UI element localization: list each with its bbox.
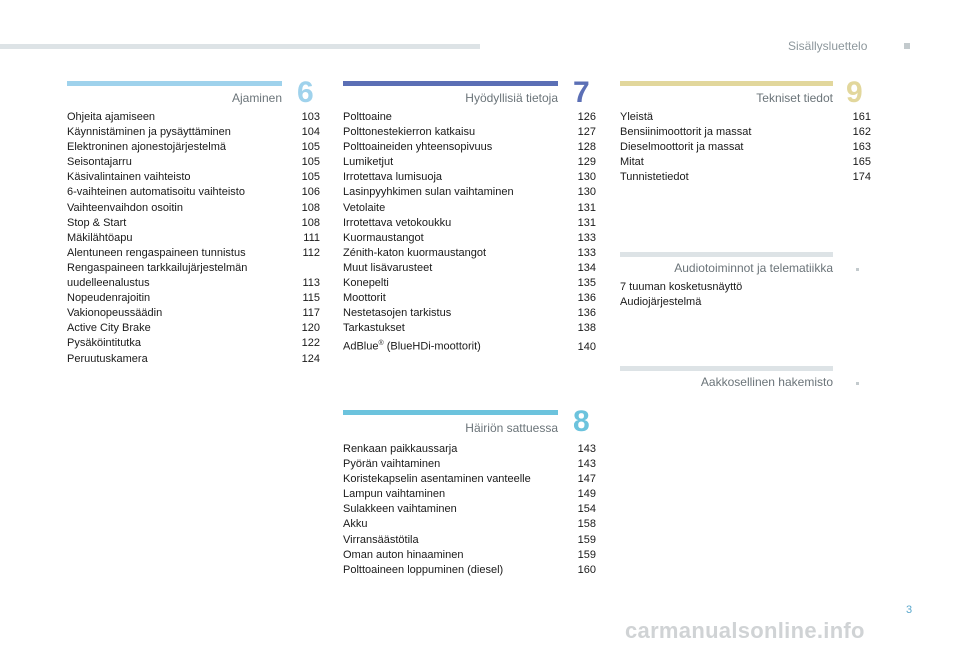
toc-entry-label: Seisontajarru [67,156,132,169]
toc-entry[interactable] [343,487,596,502]
toc-entry[interactable] [620,155,871,170]
toc-entry-page: 126 [577,111,596,123]
toc-entry-page: 120 [301,322,320,335]
section-bar [343,81,558,86]
toc-entry-page: 130 [577,171,596,184]
toc-entry[interactable] [67,170,320,185]
toc-entry-page: 105 [301,156,320,169]
section-aakkosellinen [620,364,871,394]
toc-entry[interactable] [343,306,596,321]
toc-entry-page: 162 [852,126,871,139]
toc-entry-label: Vakionopeussäädin [67,307,163,320]
page-title: Sisällysluettelo [788,39,868,53]
toc-entry-page: 133 [577,231,596,244]
toc-entry-label: Nestetasojen tarkistus [343,307,452,320]
section-number: 9 [846,76,863,109]
toc-entry-page: 103 [301,111,320,123]
section-title: Häiriön sattuessa [465,421,558,435]
toc-entry[interactable] [343,216,596,231]
toc-entry[interactable] [67,306,320,321]
toc-entry[interactable] [620,110,871,125]
toc-entry[interactable] [67,216,320,231]
toc-entry-page: 138 [577,322,596,335]
toc-entry-label: Kuormaustangot [343,231,424,244]
toc-entry-label: 6-vaihteinen automatisoitu vaihteisto [67,186,245,199]
toc-entry[interactable] [343,336,596,355]
page-number: 3 [906,604,913,616]
toc-entry[interactable] [343,231,596,246]
toc-entry[interactable] [343,533,596,548]
section-title: Ajaminen [231,91,282,105]
toc-entry[interactable] [343,517,596,532]
toc-entry[interactable] [620,170,871,185]
toc-entry-label: Alentuneen rengaspaineen tunnistus [67,246,246,259]
toc-entry-page: 105 [301,141,320,154]
toc-entry-page: 108 [301,216,320,229]
toc-list [620,110,871,185]
section-ajaminen [67,78,320,378]
toc-entry-page: 135 [577,277,596,290]
toc-entry-page: 112 [302,246,320,259]
toc-entry-label: Polttoaine [343,111,392,123]
toc-entry[interactable] [343,110,596,125]
toc-entry-label: AdBlue® (BlueHDi-moottorit) [343,340,481,354]
toc-entry[interactable] [343,261,596,276]
toc-list [343,110,596,355]
toc-entry[interactable] [343,563,596,578]
toc-entry-page: 130 [577,186,596,199]
toc-entry[interactable] [343,185,596,200]
toc-entry-label: Yleistä [620,111,654,123]
toc-entry[interactable] [620,280,871,310]
toc-entry-label: Pyörän vaihtaminen [343,458,441,471]
toc-entry[interactable] [620,125,871,140]
toc-entry-page: 159 [577,548,596,561]
toc-entry[interactable] [343,125,596,140]
toc-entry[interactable] [343,246,596,261]
toc-entry-label: Tunnistetiedot [620,171,689,184]
toc-entry-page: 154 [577,503,596,516]
toc-entry[interactable] [343,442,596,457]
toc-entry-label: Vaihteenvaihdon osoitin [67,201,183,214]
toc-entry-label: Mitat [620,156,644,169]
section-audio [620,250,871,320]
toc-entry[interactable] [67,155,320,170]
toc-entry-label: Muut lisävarusteet [343,261,433,274]
toc-entry-label: Polttoaineen loppuminen (diesel) [343,563,504,576]
section-hairion [343,407,596,582]
toc-entry[interactable] [343,155,596,170]
toc-entry[interactable] [343,140,596,155]
toc-list [343,442,596,578]
toc-entry[interactable] [343,321,596,336]
toc-entry-page: 111 [303,231,320,244]
toc-entry-label: Käsivalintainen vaihteisto [67,171,191,184]
toc-entry-label: Virransäästötila [343,533,419,546]
toc-entry-page: 134 [577,261,596,274]
toc-entry-label: Bensiinimoottorit ja massat [620,126,752,139]
toc-entry-label: Moottorit [343,292,386,305]
toc-entry-label: Ohjeita ajamiseen [67,111,156,123]
toc-entry[interactable] [343,276,596,291]
toc-entry-page: 160 [577,563,596,576]
toc-entry-label: Lumiketjut [343,156,394,169]
toc-entry-label: Koristekapselin asentaminen vanteelle [343,473,531,486]
toc-entry-page: 133 [577,246,596,259]
toc-entry-label: Polttonestekierron katkaisu [343,126,476,139]
toc-entry-page: 124 [301,352,320,365]
section-hyodyllisia [343,78,596,378]
toc-entry[interactable] [67,140,320,155]
toc-entry[interactable] [67,110,320,125]
toc-entry[interactable] [343,502,596,517]
toc-entry-page: 113 [302,277,320,290]
section-number: 8 [573,405,590,438]
toc-entry-label: Oman auton hinaaminen [343,548,464,561]
toc-entry-label: Nopeudenrajoitin [67,292,151,305]
toc-entry-page: 105 [301,171,320,184]
toc-entry-label: Mäkilähtöapu [67,231,133,244]
toc-entry-label: Lampun vaihtaminen [343,488,446,501]
toc-entry-page: 117 [302,307,320,320]
toc-entry-label: Stop & Start [67,216,127,229]
toc-entry-page: 115 [302,292,320,305]
section-title: Hyödyllisiä tietoja [465,91,558,105]
toc-entry-page: 127 [577,126,596,139]
toc-entry-page: 165 [852,156,871,169]
toc-list [67,110,320,367]
toc-entry[interactable] [343,472,596,487]
toc-entry-label: Lasinpyyhkimen sulan vaihtaminen [343,186,514,199]
toc-entry[interactable] [67,185,320,200]
toc-entry-page: 128 [577,141,596,154]
toc-entry[interactable] [67,336,320,351]
toc-entry[interactable] [343,201,596,216]
toc-entry[interactable] [67,321,320,336]
section-bar [620,252,833,257]
toc-entry-page: 106 [301,186,320,199]
section-tekniset [620,78,871,198]
toc-entry[interactable] [67,261,320,291]
toc-entry[interactable] [67,246,320,261]
header-square-icon [904,43,910,49]
toc-entry-label: Konepelti [343,277,389,290]
toc-entry-label: Dieselmoottorit ja massat [620,141,744,154]
toc-entry-label: Irrotettava vetokoukku [343,216,452,229]
section-bar [620,366,833,371]
toc-entry-page: 129 [577,156,596,169]
toc-list [620,280,871,310]
toc-entry-page: 143 [577,458,596,471]
toc-entry-page: 161 [852,111,871,123]
section-number: 6 [297,76,314,109]
toc-entry-page: 147 [577,473,596,486]
toc-entry[interactable] [343,457,596,472]
toc-entry-label: Tarkastukset [343,322,405,335]
toc-entry-label: Active City Brake [67,322,151,335]
toc-entry-page: 158 [577,518,596,531]
watermark: carmanualsonline.info [625,618,865,643]
toc-entry-page: 122 [301,337,320,350]
toc-entry-page: 136 [577,307,596,320]
toc-entry-page: 136 [577,292,596,305]
toc-entry[interactable] [343,548,596,563]
section-title: Tekniset tiedot [756,91,833,105]
toc-entry-page: 149 [577,488,596,501]
toc-entry-page: 140 [577,341,596,354]
toc-entry-label: Sulakkeen vaihtaminen [343,503,457,516]
toc-entry-page: 143 [577,443,596,455]
toc-entry-page: 131 [577,216,596,229]
toc-entry-page: 163 [852,141,871,154]
header-bar [0,44,480,49]
section-bar [343,410,558,415]
toc-entry[interactable] [67,231,320,246]
toc-entry-label: Peruutuskamera [67,352,148,365]
section-bar [620,81,833,86]
toc-entry[interactable] [67,291,320,306]
toc-entry-label: Rengaspaineen tarkkailujärjestelmän uudelleenalustus [67,261,248,290]
section-bar [67,81,282,86]
toc-entry[interactable] [67,201,320,216]
toc-entry-page: 174 [852,171,871,184]
toc-entry-label: Pysäköintitutka [67,337,141,350]
toc-entry-label: Irrotettava lumisuoja [343,171,443,184]
section-number: 7 [573,76,590,109]
toc-entry-page: 131 [577,201,596,214]
toc-entry-label: Akku [343,518,368,531]
toc-entry-page: 108 [301,201,320,214]
toc-entry[interactable] [343,291,596,306]
toc-entry-label: Renkaan paikkaussarja [343,443,458,455]
toc-entry[interactable] [67,352,320,367]
toc-entry-label: Zénith-katon kuormaustangot [343,246,487,259]
toc-entry-label: Käynnistäminen ja pysäyttäminen [67,126,231,139]
toc-entry-page: 159 [577,533,596,546]
section-title: Audiotoiminnot ja telematiikka [674,261,833,275]
toc-entry-label: Elektroninen ajonestojärjestelmä [67,141,226,154]
section-square-icon [856,268,859,271]
toc-entry[interactable] [620,140,871,155]
toc-entry[interactable] [67,125,320,140]
toc-entry-label: Vetolaite [343,201,386,214]
toc-entry-label: 7 tuuman kosketusnäyttö Audiojärjestelmä [620,281,743,309]
toc-entry-page: 104 [301,126,320,139]
toc-entry[interactable] [343,170,596,185]
section-square-icon [856,382,859,385]
toc-entry-label: Polttoaineiden yhteensopivuus [343,141,493,154]
section-title: Aakkosellinen hakemisto [700,375,833,389]
